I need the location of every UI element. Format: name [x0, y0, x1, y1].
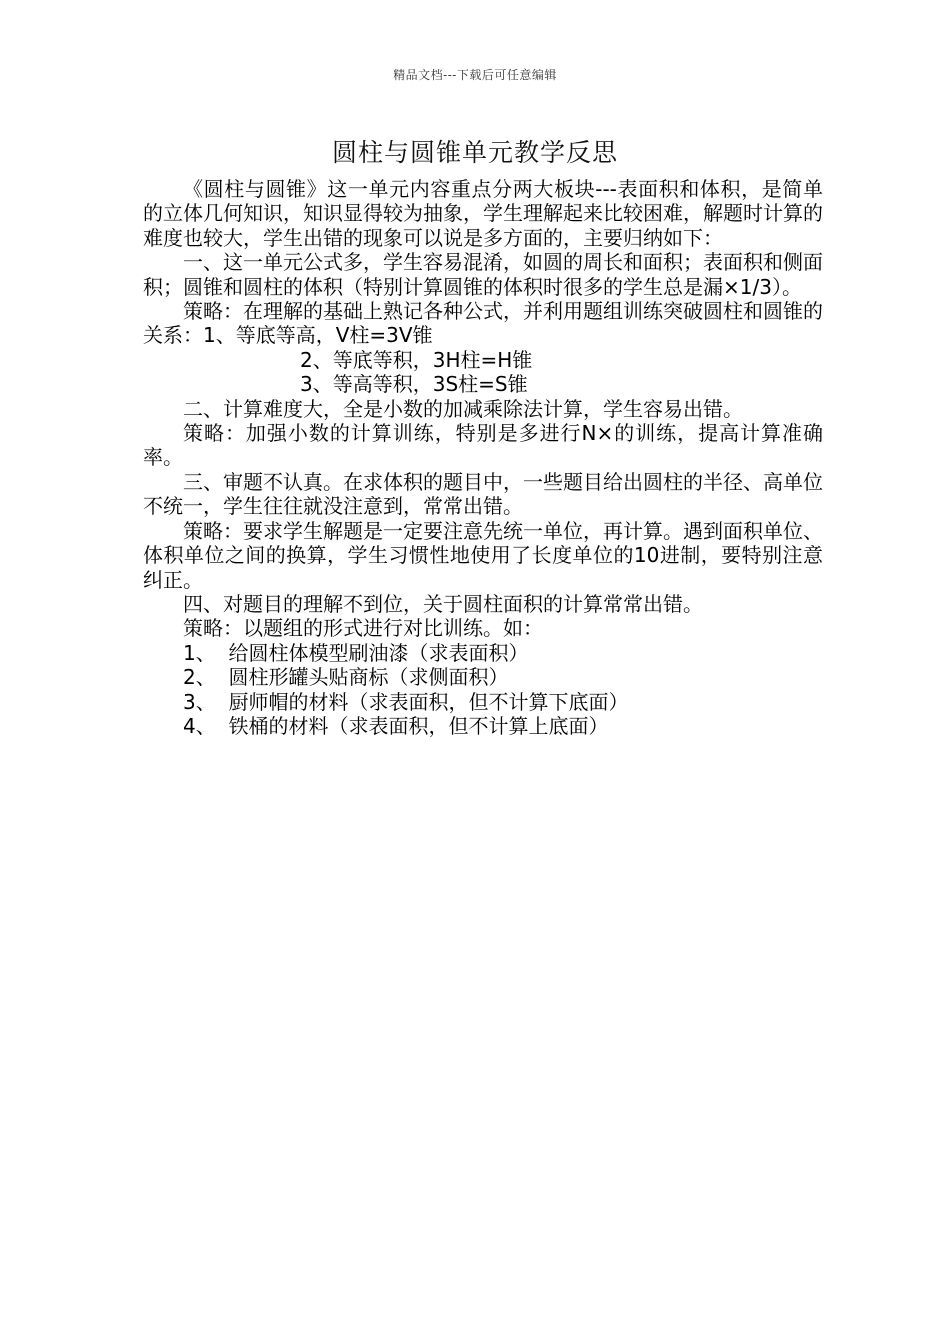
- example-item: 4、 铁桶的材料（求表面积，但不计算上底面）: [183, 713, 609, 738]
- point-4-paragraph: 四、对题目的理解不到位，关于圆柱面积的计算常常出错。: [183, 591, 703, 616]
- intro-paragraph: 《圆柱与圆锥》这一单元内容重点分两大板块---表面积和体积，是简单的立体几何知识，知识显得较为抽象，学生理解起来比较困难，解题时计算的难度也较大，学生出错的现象可以说是多方面的，主要归纳如下：: [143, 177, 823, 250]
- document-body: [143, 177, 823, 738]
- strategy-3-paragraph: 策略：要求学生解题是一定要注意先统一单位，再计算。遇到面积单位、体积单位之间的换算，学生习惯性地使用了长度单位的10进制，要特别注意纠正。: [143, 518, 823, 592]
- example-item: 1、 给圆柱体模型刷油漆（求表面积）: [183, 640, 529, 665]
- relation-3-line: 3、等高等积，3S柱=S锥: [300, 372, 528, 397]
- point-1-paragraph: 一、这一单元公式多，学生容易混淆，如圆的周长和面积；表面积和侧面积；圆锥和圆柱的体积（特别计算圆锥的体积时很多的学生总是漏×1/3）。: [143, 250, 823, 299]
- document-title: 圆柱与圆锥单元教学反思: [331, 138, 618, 167]
- example-item: 2、 圆柱形罐头贴商标（求侧面积）: [183, 665, 509, 690]
- strategy-2-paragraph: 策略：加强小数的计算训练，特别是多进行N×的训练，提高计算准确率。: [143, 421, 823, 470]
- point-3-paragraph: 三、审题不认真。在求体积的题目中，一些题目给出圆柱的半径、高单位不统一，学生往往就没注意到，常常出错。: [143, 469, 823, 519]
- relation-2-line: 2、等底等积，3H柱=H锥: [300, 347, 533, 372]
- point-2-paragraph: 二、计算难度大，全是小数的加减乘除法计算，学生容易出错。: [183, 396, 743, 421]
- strategy-1-paragraph: 策略：在理解的基础上熟记各种公式，并利用题组训练突破圆柱和圆锥的关系：1、等底等高，V柱=3V锥: [143, 299, 823, 348]
- example-item: 3、 厨师帽的材料（求表面积，但不计算下底面）: [183, 689, 629, 714]
- header-note: 精品文档---下载后可任意编辑: [393, 68, 557, 82]
- strategy-4-paragraph: 策略：以题组的形式进行对比训练。如：: [183, 616, 543, 641]
